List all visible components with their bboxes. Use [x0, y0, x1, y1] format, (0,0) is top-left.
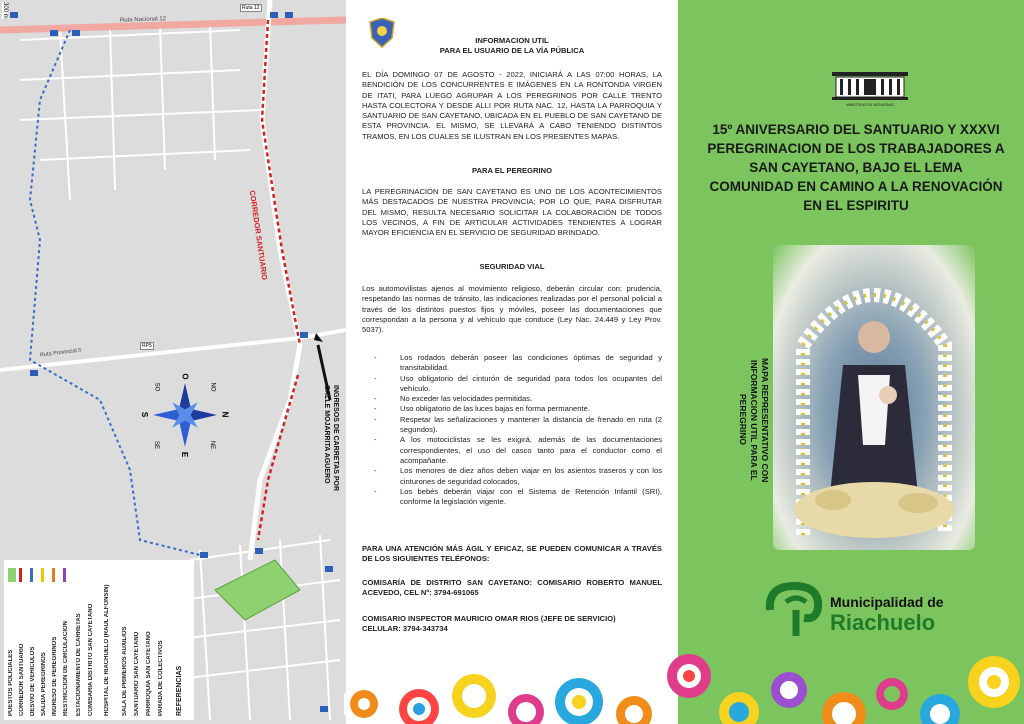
contact-block — [362, 544, 662, 565]
route12-label: Ruta Nacional 12 — [119, 16, 167, 24]
compass-n: N — [220, 411, 230, 418]
rules-block — [362, 353, 662, 507]
cover-title: 15º ANIVERSARIO DEL SANTUARIO Y XXXVI PEREGRINACION DE LOS TRABAJADORES A SAN CAYETANO, BAJO EL LEMA COMUNIDAD EN CAMINO A LA RENOVACIÓN EN EL ESPIRITU — [707, 122, 1005, 213]
intro-text: EL DÍA DOMINGO 07 DE AGOSTO - 2022, INICIARÁ A LAS 07:00 HORAS, LA BENDICIÓN DE LOS CONCURRENTES E IMÁGENES EN LA RONTONDA VIRGEN DE ITATI, PARA LUEGO AGRUPAR A LOS PEREGRINOS POR CALLE TRENTO HASTA COLECTORA Y DESDE ALLI POR RUTA NAC. 12, HASTA LA PARROQUIA Y SANTUARIO DE SAN CAYETANO, UBICADA EN EL PUEBLO DE SAN CAYETANO DE ESTA PROVINCIA. EL MISMO, SE LLEVARÁ A CABO TENIENDO DISTINTOS TRAMOS, EN LOS CUALES SE ILUSTRAN EN LOS PRESENTES MAPAS. — [362, 70, 662, 141]
building-caption: MINISTERIO DE SEGURIDAD — [845, 103, 895, 107]
carretas-label: INGRESOS DE CARRETAS POR CALLE MOJARRITA AGUERO — [323, 385, 339, 492]
municipality-logo — [764, 580, 964, 640]
seguridad-text-block — [362, 284, 662, 335]
legend-item: DESVIO DE VEHICULOS — [30, 646, 36, 716]
compass-so: SO — [153, 382, 160, 392]
corredor-label: CORREDOR SANTUARIO — [247, 189, 270, 281]
info-header — [362, 36, 662, 57]
compass-e: E — [180, 451, 190, 458]
compass-rose-icon — [153, 383, 217, 450]
decorative-circle-set — [344, 654, 1020, 724]
decorative-circles — [344, 634, 1024, 724]
peregrino-text-block — [362, 187, 662, 238]
route12-marker: Ruta 12 — [242, 5, 260, 11]
legend-item: SALA DE PRIMEROS AUXILIOS — [122, 626, 128, 716]
government-building-icon — [830, 70, 910, 102]
route-map — [0, 0, 346, 724]
peregrino-text: LA PEREGRINACIÓN DE SAN CAYETANO ES UNO DE LOS ACONTECIMIENTOS MÁS DESTACADOS DE NUESTRA PROVINCIA; POR LO QUE, PARA DISFRUTAR DEL MISMO, RESULTA NECESARIO SOLICITAR LA COLABORACIÓN DE TODOS LOS VECINOS, A FIN DE ARTICULAR ACTIVIDADES TENDIENTES A LOGRAR MAYOR EFICIENCIA EN EL SERVICIO DE SEGURIDAD BRINDADO. — [362, 187, 662, 238]
rule-item: - Los rodados deberán poseer las condiciones óptimas de seguridad y transitabilidad. — [392, 353, 662, 374]
rp5-marker: RP5 — [142, 343, 152, 349]
legend-swatches — [4, 560, 194, 584]
saint-image — [773, 245, 975, 550]
legend-item: INGRESO DE PEREGRINOS — [52, 636, 58, 716]
compass-no: NO — [209, 382, 216, 392]
compass-o: O — [180, 373, 190, 380]
legend-item: SANTUARIO SAN CAYETANO — [134, 631, 140, 716]
map-legend — [4, 560, 194, 720]
seguridad-text: Los automovilistas ajenos al movimiento religioso, deberán circular con: prudencia, respetando las normas de tránsito, las indicaciones realizadas por el personal policial a través de los distintos puestos fijos y móviles, poseer las documentaciones que correspondan a la persona y al vehículo que conduce (Ley Nac. 24.449 y Ley Prov. 5037). — [362, 284, 662, 335]
contact-1-block — [362, 578, 662, 599]
contact-2-name: COMISARIO INSPECTOR MAURICIO OMAR RIOS (JEFE DE SERVICIO) — [362, 614, 616, 623]
rule-item: - A los motociclistas se les exigirá, además de las documentaciones correspondientes, el uso del casco tanto para el conductor como el acompañante. — [392, 435, 662, 466]
legend-item: PARADA DE COLECTIVOS — [158, 640, 164, 716]
compass-se: SE — [153, 440, 160, 450]
tree-logo-icon — [764, 580, 828, 640]
info-panel — [346, 0, 678, 724]
contact-intro: PARA UNA ATENCIÓN MÁS ÁGIL Y EFICAZ, SE PUEDEN COMUNICAR A TRAVÉS DE LOS SIGUIENTES TELÉFONOS: — [362, 544, 662, 564]
legend-item: COMISARIA DISTRITO SAN CAYETANO — [88, 603, 94, 716]
cover-panel — [678, 0, 1024, 724]
rule-item: - Los bebés deberán viajar con el Sistema de Retención Infantil (SRI), conforme la legislación vigente. — [392, 487, 662, 508]
legend-title: REFERENCIAS — [176, 665, 183, 716]
scale-bar-label: 300 m — [2, 2, 8, 19]
legend-item: PUESTOS POLICIALES — [8, 649, 14, 716]
peregrino-block — [362, 166, 662, 176]
rule-item: - Los menores de diez años deben viajar en los asientos traseros y con los cinturones de seguridad colocados, — [392, 466, 662, 487]
legend-item: CORREDOR SANTUARIO — [19, 643, 25, 716]
contact-1: COMISARÍA DE DISTRITO SAN CAYETANO: COMISARIO ROBERTO MANUEL ACEVEDO, CEL Nº: 3794-691065 — [362, 578, 662, 598]
vertical-caption: MAPA REPRESENTATIVO CON INFORMACION UTIL PARA EL PEREGRINO — [738, 357, 770, 483]
info-header-1: INFORMACION UTIL — [475, 36, 549, 45]
rules-list — [362, 353, 662, 507]
restricted-area — [215, 560, 300, 620]
seguridad-block — [362, 262, 662, 272]
legend-item: ESTACIONAMIENTO DE CARRETAS — [76, 613, 82, 716]
compass-ne: NE — [209, 440, 216, 450]
legend-item: SALIDA PEREGRINOS — [41, 652, 47, 716]
legend-item: RESTRICCION DE CIRCULACION — [63, 620, 69, 716]
compass-s: S — [140, 411, 150, 418]
rule-item: - Uso obligatorio de las luces bajas en forma permanente. — [392, 404, 662, 414]
legend-item: PARROQUIA SAN CAYETANO — [146, 631, 152, 716]
seguridad-title: SEGURIDAD VIAL — [479, 262, 545, 271]
intro-block — [362, 70, 662, 142]
muni-name-bottom: Riachuelo — [830, 610, 936, 635]
blue-route — [30, 30, 200, 555]
national-route-12 — [0, 20, 346, 30]
contact-2-phone: CELULAR: 3794-343734 — [362, 624, 448, 634]
muni-name-top: Municipalidad de — [830, 594, 944, 610]
rule-item: - Uso obligatorio del cinturón de seguridad para todos los ocupantes del vehículo. — [392, 374, 662, 395]
saint-statue-icon — [773, 245, 975, 550]
info-header-2: PARA EL USUARIO DE LA VÍA PÚBLICA — [439, 46, 585, 56]
rp5-label: Ruta Provincial 5 — [39, 347, 82, 359]
rule-item: - Respetar las señalizaciones y mantener la distancia de frenado en ruta (2 segundos). — [392, 415, 662, 436]
peregrino-title: PARA EL PEREGRINO — [471, 166, 553, 175]
legend-item: HOSPITAL DE RIACHUELO (RAUL ALFONSIN) — [104, 584, 110, 716]
contact-2-block — [362, 614, 662, 635]
rule-item: - No exceder las velocidades permitidas. — [392, 394, 662, 404]
